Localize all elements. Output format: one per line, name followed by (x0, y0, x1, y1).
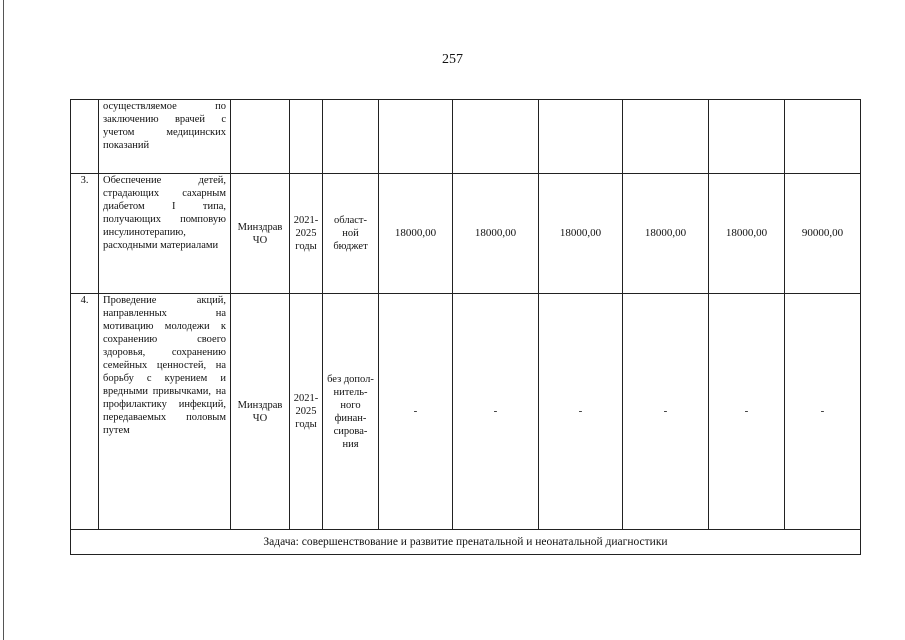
amount-cell: 18000,00 (379, 174, 453, 294)
table-row-continuation (71, 100, 861, 174)
amount-cell (709, 100, 785, 174)
table-row-task-heading (71, 530, 861, 555)
page-number: 257 (442, 52, 463, 67)
amount-cell: 18000,00 (539, 174, 623, 294)
table-row-activity-3 (71, 174, 861, 294)
funding-source-cell (323, 100, 379, 174)
row-number: 3. (71, 174, 99, 294)
executor-cell: Минздрав ЧО (231, 294, 290, 530)
activity-description: осуществляемое по заключению врачей с учетом медицинских показаний (99, 100, 231, 174)
amount-cell (539, 100, 623, 174)
amount-cell (379, 100, 453, 174)
table-row-activity-4 (71, 294, 861, 530)
period-cell: 2021-2025 годы (290, 174, 323, 294)
amount-cell: 18000,00 (709, 174, 785, 294)
period-cell: 2021-2025 годы (290, 294, 323, 530)
activity-description: Проведение акций, направленных на мотивацию молодежи к сохранению своего здоровья, сохранению семейных ценностей, на борьбу с курением и вредными привычками, на профилактику инфекций, передаваемых половым путем (99, 294, 231, 530)
amount-cell: - (539, 294, 623, 530)
amount-cell (453, 100, 539, 174)
amount-cell: - (623, 294, 709, 530)
page-left-edge-rule (3, 0, 4, 640)
row-number: 4. (71, 294, 99, 530)
activity-description: Обеспечение детей, страдающих сахарным диабетом I типа, получающих помповую инсулинотерапию, расходными материалами (99, 174, 231, 294)
period-cell (290, 100, 323, 174)
total-amount-cell: - (785, 294, 861, 530)
executor-cell (231, 100, 290, 174)
total-amount-cell: 90000,00 (785, 174, 861, 294)
amount-cell: - (379, 294, 453, 530)
total-amount-cell (785, 100, 861, 174)
program-activities-table (70, 99, 861, 555)
amount-cell (623, 100, 709, 174)
amount-cell: 18000,00 (453, 174, 539, 294)
amount-cell: 18000,00 (623, 174, 709, 294)
executor-cell: Минздрав ЧО (231, 174, 290, 294)
funding-source-cell: без допол-нитель-ного финан-сирова-ния (323, 294, 379, 530)
amount-cell: - (453, 294, 539, 530)
amount-cell: - (709, 294, 785, 530)
task-heading: Задача: совершенствование и развитие пренатальной и неонатальной диагностики (71, 530, 861, 555)
row-number (71, 100, 99, 174)
funding-source-cell: област-ной бюджет (323, 174, 379, 294)
